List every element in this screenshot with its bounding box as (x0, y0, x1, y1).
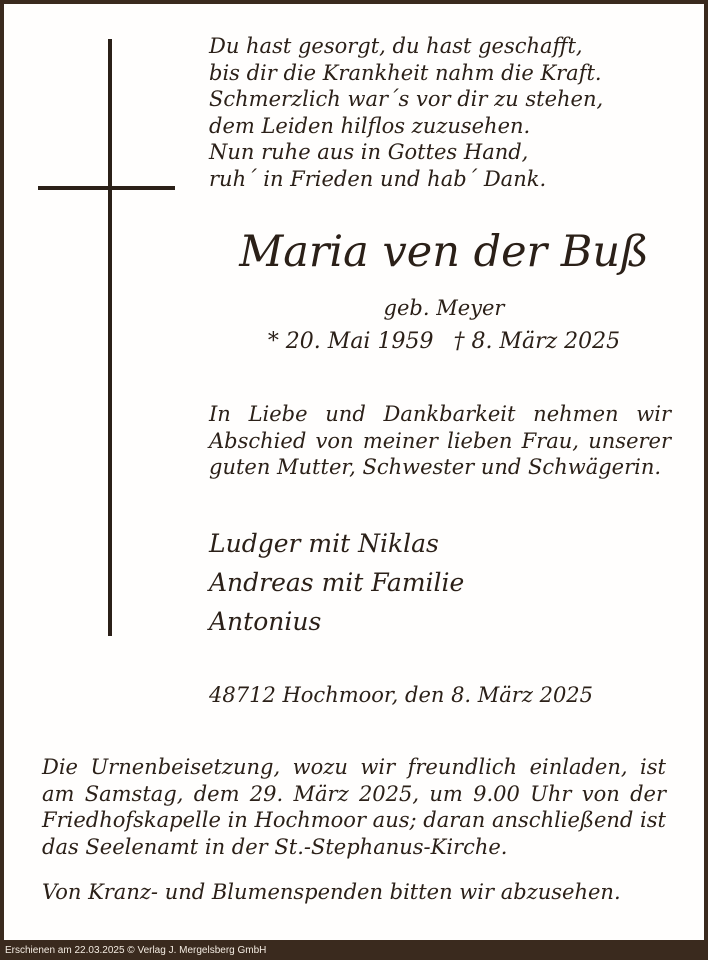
life-dates (209, 327, 679, 357)
poem-line: Schmerzlich war´s vor dir zu stehen, (209, 87, 604, 111)
deceased-name: Maria ven der Buß (239, 227, 649, 277)
birth-date: * 20. Mai 1959 (267, 329, 434, 354)
poem-line: dem Leiden hilflos zuzusehen. (209, 113, 531, 138)
poem-line: Nun ruhe aus in Gottes Hand, (209, 140, 529, 164)
birth-name: geb. Meyer (383, 296, 505, 320)
publisher-footer: Erschienen am 22.03.2025 © Verlag J. Mergelsberg GmbH (5, 945, 267, 956)
death-date: † 8. März 2025 (453, 329, 621, 354)
poem (209, 33, 679, 192)
burial-text: Die Urnenbeisetzung, wozu wir freundlich einladen, ist am Samstag, dem 29. März 2025, um 9.00 Uhr von der Friedhofskapelle in Hochmoor aus; daran anschließend ist das Seelenamt in der St.-Stephanus-Kirche. (42, 755, 666, 859)
mourner: Ludger mit Niklas (209, 529, 439, 558)
poem-line: Du hast gesorgt, du hast geschafft, (209, 34, 583, 58)
place-date: 48712 Hochmoor, den 8. März 2025 (209, 683, 594, 707)
mourner: Andreas mit Familie (209, 568, 465, 597)
farewell-text: In Liebe und Dankbarkeit nehmen wir Abschied von meiner lieben Frau, unserer guten Mutter, Schwester und Schwägerin. (209, 402, 671, 479)
poem-line: ruh´ in Frieden und hab´ Dank. (209, 166, 547, 191)
cross-icon (108, 39, 112, 636)
obituary-notice (4, 4, 704, 940)
cross-icon-crossbar (38, 186, 175, 190)
mourners-list (209, 524, 679, 641)
poem-line: bis dir die Krankheit nahm die Kraft. (209, 60, 602, 85)
flowers-text: Von Kranz- und Blumenspenden bitten wir abzusehen. (42, 880, 621, 904)
mourner: Antonius (209, 607, 322, 636)
